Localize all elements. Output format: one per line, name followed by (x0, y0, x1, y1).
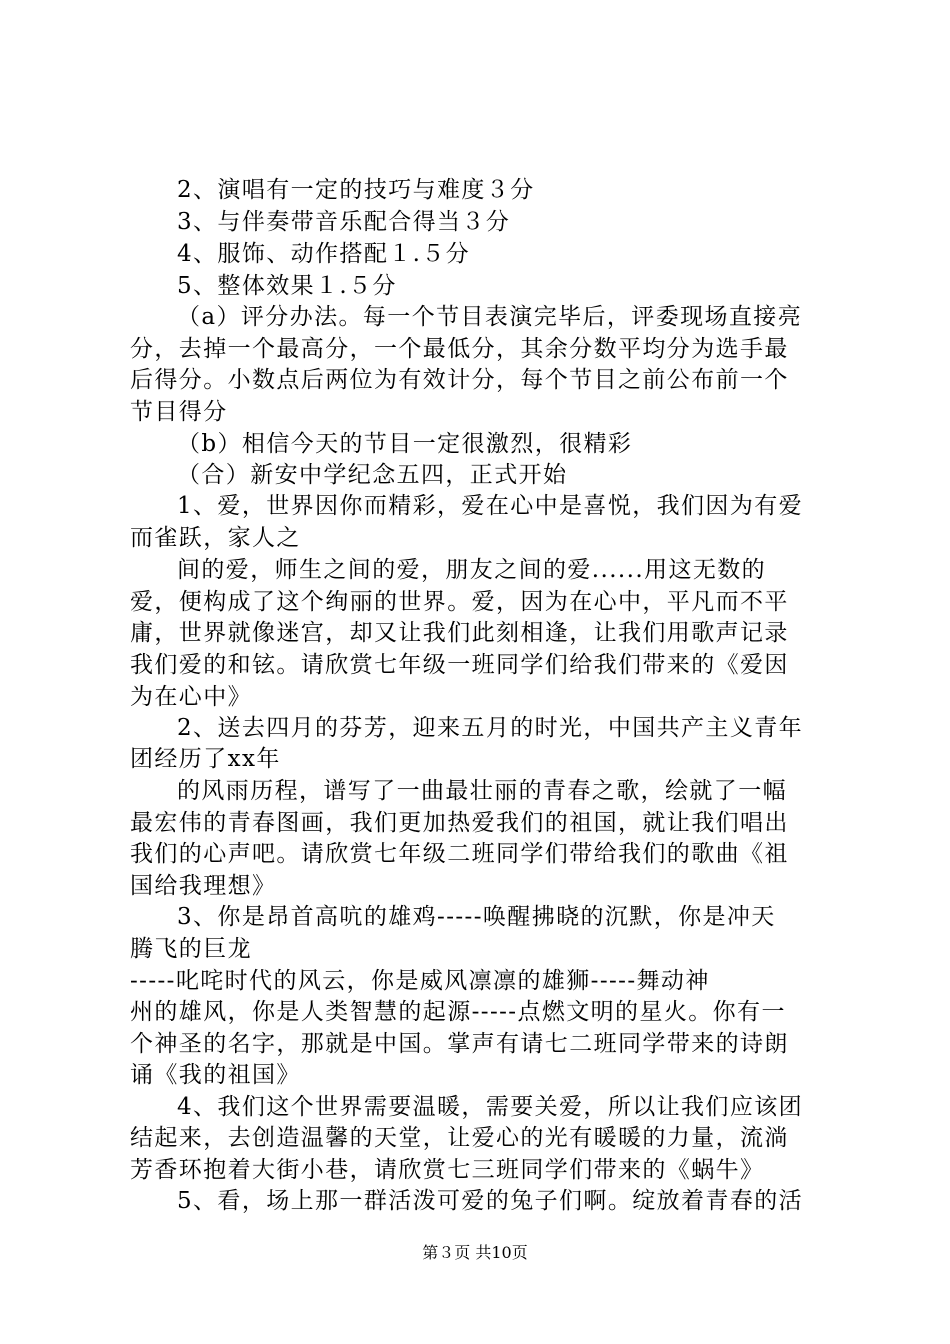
text-line: 的风雨历程，谱写了一曲最壮丽的青春之歌，绘就了一幅 (177, 778, 787, 804)
text-line: 腾飞的巨龙 (130, 936, 252, 962)
text-line: 芳香环抱着大街小巷，请欣赏七三班同学们带来的《蜗牛》 (130, 1157, 765, 1183)
text-line: 2、演唱有一定的技巧与难度３分 (177, 177, 535, 203)
text-line: 5、看，场上那一群活泼可爱的兔子们啊。绽放着青春的活 (177, 1188, 804, 1214)
text-line: （a）评分办法。每一个节目表演完毕后，评委现场直接亮 (177, 304, 803, 330)
text-line: 个神圣的名字，那就是中国。掌声有请七二班同学带来的诗朗 (130, 1031, 789, 1057)
text-line: 州的雄风，你是人类智慧的起源-----点燃文明的星火。你有一 (130, 999, 786, 1025)
text-line: 3、与伴奏带音乐配合得当３分 (177, 209, 511, 235)
text-line: 结起来，去创造温馨的天堂，让爱心的光有暖暖的力量，流淌 (130, 1125, 789, 1151)
text-line: 后得分。小数点后两位为有效计分，每个节目之前公布前一个 (130, 367, 789, 393)
text-line: 团经历了xx年 (130, 746, 281, 772)
text-line: 3、你是昂首高吭的雄鸡-----唤醒拂晓的沉默，你是冲天 (177, 904, 776, 930)
text-line: 爱，便构成了这个绚丽的世界。爱，因为在心中，平凡而不平 (130, 589, 789, 615)
text-line: 1、爱，世界因你而精彩，爱在心中是喜悦，我们因为有爱 (177, 493, 804, 519)
text-line: 4、服饰、动作搭配１.５分 (177, 241, 471, 267)
text-line: 而雀跃，家人之 (130, 525, 301, 551)
page-number-footer: 第３页 共10页 (422, 1243, 528, 1262)
text-line: 为在心中》 (130, 684, 252, 710)
text-line: （b）相信今天的节目一定很激烈，很精彩 (177, 431, 633, 457)
text-line: 节目得分 (130, 399, 228, 425)
text-line: 国给我理想》 (130, 873, 277, 899)
text-line: 5、整体效果１.５分 (177, 273, 397, 299)
text-line: （合）新安中学纪念五四，正式开始 (177, 462, 568, 488)
text-line: 我们的心声吧。请欣赏七年级二班同学们带给我们的歌曲《祖 (130, 841, 789, 867)
text-line: -----叱咤时代的风云，你是威风凛凛的雄狮-----舞动神 (130, 968, 710, 994)
text-line: 我们爱的和铉。请欣赏七年级一班同学们给我们带来的《爱因 (130, 652, 789, 678)
text-line: 间的爱，师生之间的爱，朋友之间的爱......用这无数的 (177, 557, 767, 583)
text-line: 4、我们这个世界需要温暖，需要关爱，所以让我们应该团 (177, 1094, 804, 1120)
text-line: 2、送去四月的芬芳，迎来五月的时光，中国共产主义青年 (177, 715, 804, 741)
text-line: 庸，世界就像迷宫，却又让我们此刻相逢，让我们用歌声记录 (130, 620, 789, 646)
text-line: 诵《我的祖国》 (130, 1062, 301, 1088)
text-line: 最宏伟的青春图画，我们更加热爱我们的祖国，就让我们唱出 (130, 810, 789, 836)
text-line: 分，去掉一个最高分，一个最低分，其余分数平均分为选手最 (130, 336, 789, 362)
